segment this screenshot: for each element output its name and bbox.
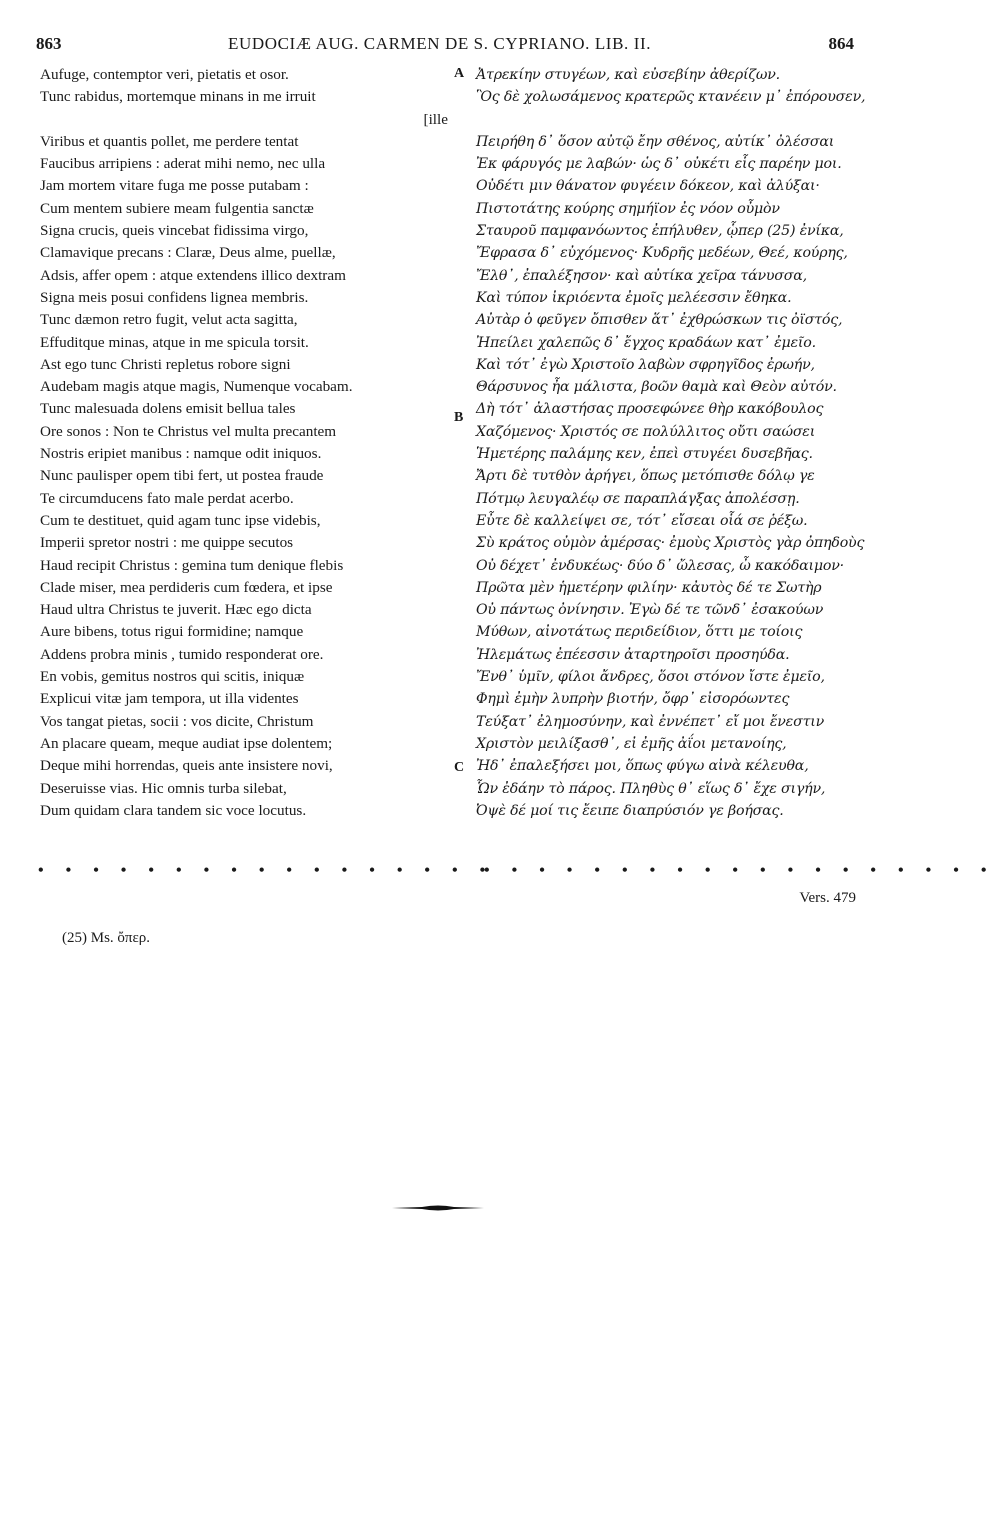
greek-line: Αὐτὰρ ὁ φεῦγεν ὄπισθεν ἅτ᾽ ἐχθρώσκων τις ὀϊστός, bbox=[476, 312, 843, 329]
greek-line: Οὐδέτι μιν θάνατον φυγέειν δόκεον, καὶ ἀλύξαι· bbox=[476, 178, 820, 195]
greek-line: Ὧν ἐδάην τὸ πάρος. Πληθὺς θ᾽ εἵως δ᾽ ἔχε σιγήν, bbox=[476, 780, 826, 797]
latin-line: Nunc paulisper opem tibi fert, ut postea fraude bbox=[40, 467, 324, 485]
latin-line: Haud recipit Christus : gemina tum denique flebis bbox=[40, 556, 344, 574]
greek-line: Ὀψὲ δέ μοί τις ἔειπε διαπρύσιόν γε βοήσας. bbox=[476, 802, 784, 819]
greek-line: Ἔφρασα δ᾽ εὐχόμενος· Κυδρῆς μεδέων, Θεέ, κούρης, bbox=[476, 245, 848, 262]
end-ornament-rule bbox=[392, 1204, 484, 1212]
latin-line: Aufuge, contemptor veri, pietatis et osor. bbox=[40, 66, 289, 83]
greek-line: Καὶ τότ᾽ ἐγὼ Χριστοῖο λαβὼν σφρηγῖδος ἐρωήν, bbox=[476, 356, 815, 373]
greek-line: Χριστὸν μειλίξασθ᾽, εἰ ἐμῆς ἀΐοι μετανοίης, bbox=[476, 735, 787, 752]
latin-line: Tunc rabidus, mortemque minans in me irruit bbox=[40, 88, 316, 106]
greek-line: Φημὶ ἐμὴν λυπρὴν βιοτήν, ὄφρ᾽ εἰσορόωντες bbox=[476, 691, 790, 708]
greek-column bbox=[476, 64, 896, 822]
latin-line: Vos tangat pietas, socii : vos dicite, Christum bbox=[40, 712, 314, 730]
latin-line: Jam mortem vitare fuga me posse putabam : bbox=[40, 177, 309, 195]
latin-line: Faucibus arripiens : aderat mihi nemo, nec ulla bbox=[40, 155, 326, 173]
margin-marker-b: B bbox=[454, 410, 464, 425]
latin-line: Imperii spretor nostri : me quippe secutos bbox=[40, 534, 294, 552]
greek-line: Πρῶτα μὲν ἡμετέρην φιλίην· κἀυτὸς δέ τε Σωτὴρ bbox=[476, 579, 822, 596]
greek-line: Οὐ δέχετ᾽ ἐνδυκέως· δύο δ᾽ ὤλεσας, ὦ κακόδαιμον· bbox=[476, 557, 844, 574]
greek-line: Ἐκ φάρυγός με λαβών· ὡς δ᾽ οὐκέτι εἷς παρέην μοι. bbox=[476, 156, 842, 173]
greek-line: Δὴ τότ᾽ ἀλαστήσας προσεφώνεε θὴρ κακόβουλος bbox=[476, 401, 824, 418]
latin-line: Explicui vitæ jam tempora, ut illa videntes bbox=[40, 690, 299, 708]
latin-line: Deque mihi horrendas, queis ante insistere novi, bbox=[40, 757, 333, 775]
margin-marker-c: C bbox=[454, 760, 465, 775]
greek-line: Σὺ κράτος οὐμὸν ἀμέρσας· ἐμοὺς Χριστὸς γὰρ ὀπηδοὺς bbox=[476, 535, 865, 552]
greek-line: Ἡμετέρης παλάμης κεν, ἐπεὶ στυγέει δυσεβῆας. bbox=[476, 446, 813, 463]
ellipsis-dots-left: • • • • • • • • • • • • • • • • • bbox=[38, 862, 495, 879]
latin-line: Signa meis posui confidens lignea membris. bbox=[40, 288, 309, 306]
page-number-left: 863 bbox=[36, 34, 62, 53]
margin-marker-a: A bbox=[454, 66, 465, 81]
greek-line: Ἀτρεκίην στυγέων, καὶ εὐσεβίην ἀθερίζων. bbox=[476, 67, 780, 83]
ellipsis-dots-right: • • • • • • • • • • • • • • • • • • • bbox=[484, 862, 995, 879]
latin-line: Adsis, affer opem : atque extendens illico dextram bbox=[40, 266, 346, 284]
latin-line: Viribus et quantis pollet, me perdere tentat bbox=[40, 132, 299, 150]
latin-line: Clamavique precans : Claræ, Deus alme, puellæ, bbox=[40, 244, 336, 262]
latin-line: Ast ego tunc Christi repletus robore signi bbox=[40, 355, 291, 373]
greek-line: Πειρήθη δ᾽ ὅσον αὐτῷ ἔην σθένος, αὐτίκ᾽ ὀλέσσαι bbox=[476, 133, 835, 150]
verse-number: Vers. 479 bbox=[799, 890, 856, 906]
greek-line: Θάρσυνος ἦα μάλιστα, βοῶν θαμὰ καὶ Θεὸν αὐτόν. bbox=[476, 379, 837, 396]
greek-line: Σταυροῦ παμφανόωντος ἐπήλυθεν, ᾧπερ (25) ἐνίκα, bbox=[476, 223, 844, 240]
greek-line: Ἄρτι δὲ τυτθὸν ἀρήγει, ὅπως μετόπισθε δόλῳ γε bbox=[476, 468, 815, 485]
latin-line: En vobis, gemitus nostros qui scitis, iniquæ bbox=[40, 668, 305, 686]
greek-line: Πιστοτάτης κούρης σημήϊον ἐς νόον οὖμὸν bbox=[476, 200, 780, 217]
greek-line: Ἔλθ᾽, ἐπαλέξησον· καὶ αὐτίκα χεῖρα τάνυσσα, bbox=[476, 267, 807, 284]
latin-line: Haud ultra Christus te juverit. Hæc ego dicta bbox=[40, 601, 312, 619]
latin-line: Addens probra minis , tumido responderat ore. bbox=[40, 645, 324, 663]
latin-line: Dum quidam clara tandem sic voce locutus. bbox=[40, 801, 307, 819]
greek-line: Πότμῳ λευγαλέῳ σε παραπλάγξας ἀπολέσσῃ. bbox=[476, 490, 800, 507]
latin-line: Te circumducens fato male perdat acerbo. bbox=[40, 489, 294, 507]
greek-line: Ἔνθ᾽ ὑμῖν, φίλοι ἄνδρες, ὅσοι στόνον ἴστε ἐμεῖο, bbox=[476, 669, 825, 686]
greek-line: Καὶ τύπον ἰκριόεντα ἐμοῖς μελέεσσιν ἔθηκα. bbox=[476, 289, 792, 306]
running-title: EUDOCIÆ AUG. CARMEN DE S. CYPRIANO. LIB. II. bbox=[228, 34, 652, 53]
greek-line: Οὐ πάντως ὀνίνησιν. Ἐγὼ δέ τε τῶνδ᾽ ἐσακούων bbox=[476, 602, 824, 619]
latin-line: An placare queam, meque audiat ipse dolentem; bbox=[40, 734, 333, 752]
latin-column bbox=[40, 64, 460, 822]
latin-line: Aure bibens, totus rigui formidine; namque bbox=[40, 623, 304, 641]
page-number-right: 864 bbox=[828, 34, 854, 53]
latin-line: Cum te destituet, quid agam tunc ipse videbis, bbox=[40, 511, 321, 529]
latin-line: Tunc malesuada dolens emisit bellua tales bbox=[40, 400, 296, 418]
latin-line: Ore sonos : Non te Christus vel multa precantem bbox=[40, 422, 337, 440]
latin-line: Clade miser, mea perdideris cum fœdera, et ipse bbox=[40, 578, 333, 596]
running-header bbox=[0, 34, 916, 58]
latin-line: Nostris eripiet manibus : namque odit iniquos. bbox=[40, 445, 322, 463]
latin-line: Deseruisse vias. Hic omnis turba silebat, bbox=[40, 779, 287, 797]
latin-line: Audebam magis atque magis, Numenque vocabam. bbox=[40, 378, 353, 396]
greek-line bbox=[476, 109, 896, 131]
latin-line: Effuditque minas, atque in me spicula torsit. bbox=[40, 333, 309, 351]
greek-line: Ἠπείλει χαλεπῶς δ᾽ ἔγχος κραδάων κατ᾽ ἐμεῖο. bbox=[476, 334, 816, 351]
greek-line: Τεύξατ᾽ ἐλημοσύνην, καὶ ἐννέπετ᾽ εἴ μοι ἔνεστιν bbox=[476, 713, 825, 730]
latin-line: Tunc dæmon retro fugit, velut acta sagitta, bbox=[40, 311, 298, 329]
greek-line: Ἠλεμάτως ἐπέεσσιν ἀταρτηροῖσι προσηύδα. bbox=[476, 646, 790, 663]
greek-line: Ὃς δὲ χολωσάμενος κρατερῶς κτανέειν μ᾽ ἐπόρουσεν, bbox=[476, 89, 866, 106]
greek-line: Χαζόμενος· Χριστός σε πολύλλιτος οὔτι σαώσει bbox=[476, 423, 816, 440]
greek-line: Μύθων, αἰνοτάτως περιδείδιον, ὅττι με τοίοις bbox=[476, 624, 803, 641]
footnote: (25) Ms. ὄπερ. bbox=[62, 930, 151, 946]
latin-line: [ille bbox=[423, 110, 448, 128]
greek-line: Εὖτε δὲ καλλείψει σε, τότ᾽ εἴσεαι οἷά σε ῥέξω. bbox=[476, 512, 808, 529]
latin-line: Signa crucis, queis vincebat fidissima virgo, bbox=[40, 222, 309, 240]
latin-line: Cum mentem subiere meam fulgentia sanctæ bbox=[40, 199, 314, 217]
greek-line: Ἠδ᾽ ἐπαλεξήσει μοι, ὅπως φύγω αἰνὰ κέλευθα, bbox=[476, 758, 809, 775]
